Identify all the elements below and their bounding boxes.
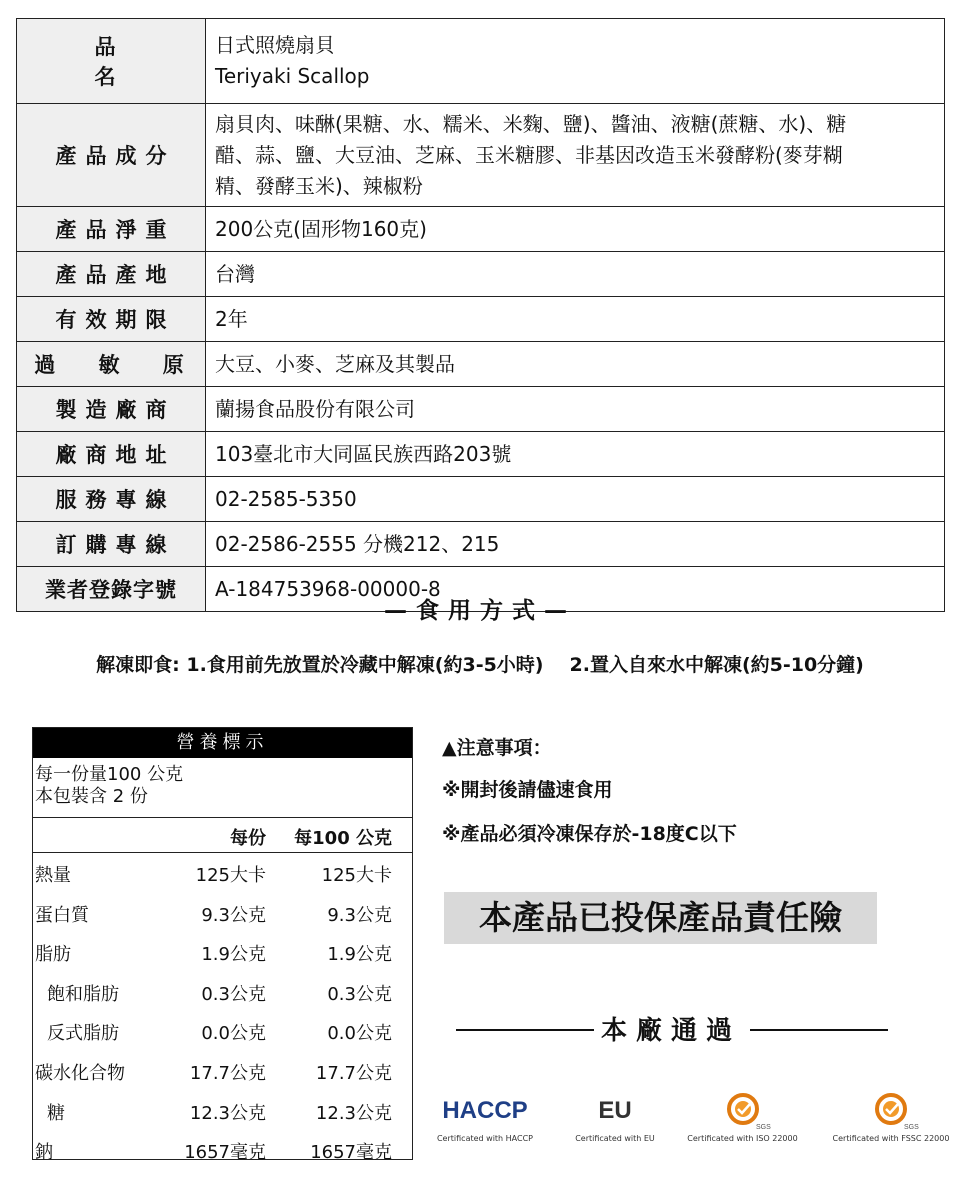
certified-title: 本廠通過 [601,1016,742,1046]
spec-label: 訂購專線 [17,522,206,567]
nutrient-per-100g: 125大卡 [321,865,392,886]
nutrient-name: 脂肪 [35,944,71,966]
cert-iso22000 [685,1090,800,1143]
nutrient-per-100g: 0.3公克 [327,983,392,1005]
spec-value: 200公克(固形物160克) [206,207,945,252]
cert-caption: Certificated with EU [575,1134,655,1143]
spec-value: 台灣 [206,252,945,297]
nutrition-row [33,893,412,933]
nutrition-row [33,853,412,893]
spec-label: 品 名 [17,19,206,104]
usage-instructions [0,650,960,677]
svg-text:SGS: SGS [755,1124,771,1131]
usage-title: —食用方式— [384,598,576,624]
nutrition-row [33,972,412,1012]
divider-line [456,1029,594,1031]
serving-size: 每一份量100 公克 [35,764,184,785]
spec-row-name [17,19,945,104]
col-per-100g: 每100 公克 [294,828,392,849]
spec-label: 製造廠商 [17,387,206,432]
product-spec-table [16,18,945,612]
nutrition-facts-panel [32,727,413,1164]
svg-text:SGS: SGS [904,1124,919,1131]
spec-label: 產品成分 [17,104,206,207]
nutrient-per-100g: 1657毫克 [310,1142,392,1164]
spec-row [17,207,945,252]
nutrient-name: 熱量 [35,865,71,886]
cert-caption: Certificated with HACCP [436,1134,534,1143]
spec-value [206,19,945,104]
spec-label: 產品淨重 [17,207,206,252]
eu-logo: EU [598,1097,632,1124]
nutrition-title: 營養標示 [33,728,412,758]
spec-label: 有效期限 [17,297,206,342]
spec-label: 廠商地址 [17,432,206,477]
product-name-zh: 日式照燒扇貝 [215,33,335,57]
insurance-banner: 本產品已投保產品責任險 [444,892,877,944]
nutrition-row [33,1011,412,1051]
cert-caption: Certificated with FSSC 22000 [832,1134,950,1143]
spec-label: 產品產地 [17,252,206,297]
nutrient-per-100g: 12.3公克 [315,1102,392,1124]
nutrient-per-serving: 9.3公克 [201,904,266,926]
ingredients-line: 醋、蒜、鹽、大豆油、芝麻、玉米糖膠、非基因改造玉米發酵粉(麥芽糊 [215,142,843,167]
spec-row [17,252,945,297]
spec-label: 業者登錄字號 [17,567,206,612]
nutrition-column-headers [33,818,412,853]
nutrient-per-serving: 1657毫克 [184,1142,266,1164]
sgs-badge-icon [832,1090,950,1132]
usage-step-1: 解凍即食: 1.食用前先放置於冷藏中解凍(約3-5小時) [96,654,544,676]
spec-value: A-184753968-00000-8 [206,567,945,612]
nutrient-per-100g: 1.9公克 [327,944,392,966]
nutrition-row [33,1130,412,1170]
divider-line [750,1029,888,1031]
spec-value: 2年 [206,297,945,342]
cert-haccp [430,1090,540,1143]
haccp-logo: HACCP [442,1097,528,1124]
note-item: ※開封後請儘速食用 [442,779,613,801]
nutrient-name: 飽和脂肪 [47,983,119,1005]
nutrient-per-serving: 17.7公克 [189,1062,266,1084]
servings-per-package: 本包裝含 2 份 [35,786,148,807]
spec-label: 過 敏 原 [17,342,206,387]
spec-label: 服務專線 [17,477,206,522]
nutrient-per-serving: 1.9公克 [201,944,266,966]
certified-heading [456,1010,886,1050]
spec-value: 大豆、小麥、芝麻及其製品 [206,342,945,387]
spec-row [17,432,945,477]
notes-heading: ▲注意事項： [442,737,552,759]
nutrient-name: 碳水化合物 [35,1062,125,1084]
nutrient-per-serving: 0.3公克 [201,983,266,1005]
nutrient-name: 反式脂肪 [47,1023,119,1045]
spec-row [17,477,945,522]
spec-row [17,522,945,567]
ingredients-line: 扇貝肉、味醂(果糖、水、糯米、米麴、鹽)、醬油、液糖(蔗糖、水)、糖 [215,111,847,136]
nutrient-name: 蛋白質 [35,904,89,926]
nutrition-rows [33,853,412,1170]
spec-row [17,297,945,342]
col-per-serving: 每份 [230,828,266,849]
note-item: ※產品必須冷凍保存於-18度C以下 [442,823,737,845]
nutrient-per-serving: 0.0公克 [201,1023,266,1045]
cert-eu [560,1090,670,1143]
nutrient-name: 鈉 [35,1142,53,1164]
nutrient-per-100g: 9.3公克 [327,904,392,926]
sgs-badge-icon [685,1090,800,1132]
nutrition-row [33,1051,412,1091]
product-name-en: Teriyaki Scallop [215,64,370,88]
spec-value: 蘭揚食品股份有限公司 [206,387,945,432]
usage-step-2: 2.置入自來水中解凍(約5-10分鐘) [569,654,864,676]
spec-value: 02-2585-5350 [206,477,945,522]
spec-value: 103臺北市大同區民族西路203號 [206,432,945,477]
nutrient-per-serving: 12.3公克 [189,1102,266,1124]
nutrient-per-100g: 0.0公克 [327,1023,392,1045]
nutrient-per-serving: 125大卡 [195,865,266,886]
spec-row [17,387,945,432]
nutrition-row [33,932,412,972]
spec-row [17,342,945,387]
spec-row-ingredients [17,104,945,207]
nutrition-serving [33,758,412,818]
nutrient-name: 糖 [47,1102,65,1124]
cert-caption: Certificated with ISO 22000 [687,1134,798,1143]
spec-value: 02-2586-2555 分機212、215 [206,522,945,567]
nutrient-per-100g: 17.7公克 [315,1062,392,1084]
ingredients-value [206,104,945,207]
nutrition-row [33,1091,412,1131]
cert-fssc22000 [832,1090,950,1143]
ingredients-line: 精、發酵玉米)、辣椒粉 [215,173,423,198]
